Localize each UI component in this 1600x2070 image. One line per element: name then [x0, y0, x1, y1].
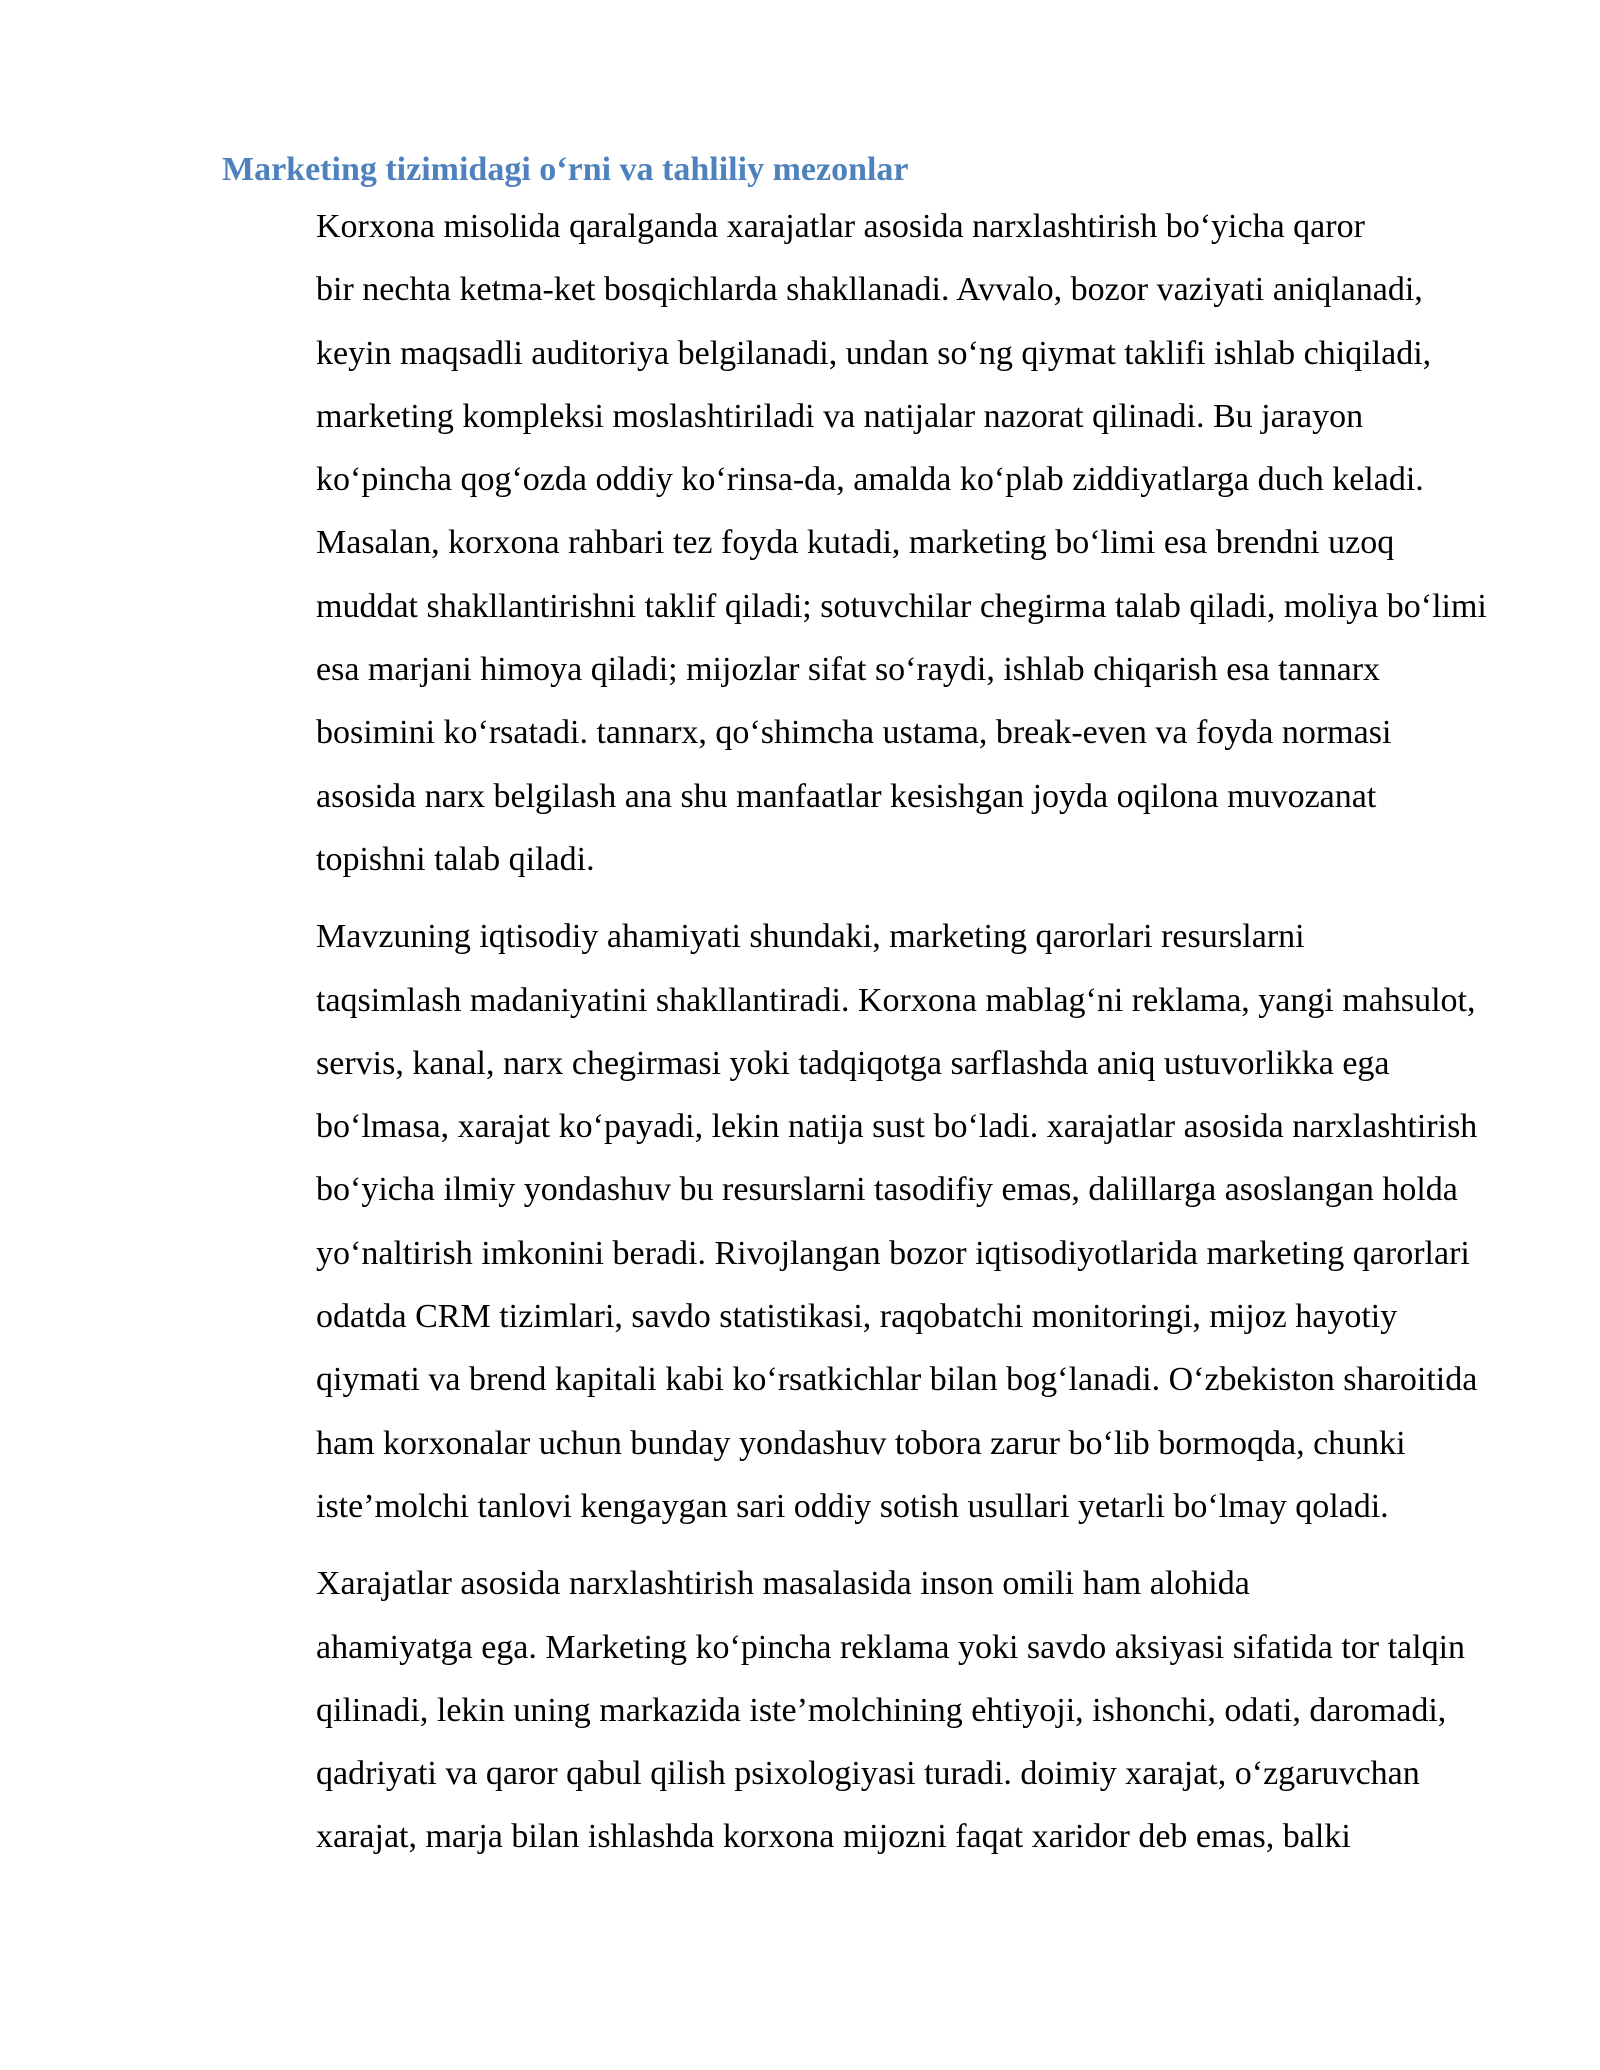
text-line: yo‘naltirish imkonini beradi. Rivojlangan bozor iqtisodiyotlarida marketing qarorlari: [316, 1234, 1470, 1272]
text-line: ko‘pincha qog‘ozda oddiy ko‘rinsa-da, amalda ko‘plab ziddiyatlarga duch keladi.: [316, 461, 1424, 499]
paragraph-2: [222, 905, 1492, 1538]
text-line: ham korxonalar uchun bunday yondashuv tobora zarur bo‘lib bormoqda, chunki: [316, 1424, 1406, 1462]
text-line: ahamiyatga ega. Marketing ko‘pincha reklama yoki savdo aksiyasi sifatida tor talqin: [316, 1628, 1466, 1666]
text-line: Mavzuning iqtisodiy ahamiyati shundaki, marketing qarorlari resurslarni: [316, 918, 1305, 956]
text-line: Masalan, korxona rahbari tez foyda kutadi, marketing bo‘limi esa brendni uzoq: [316, 524, 1395, 562]
text-line: bo‘lmasa, xarajat ko‘payadi, lekin natija sust bo‘ladi. xarajatlar asosida narxlashtirish: [316, 1108, 1478, 1146]
text-line: keyin maqsadli auditoriya belgilanadi, undan so‘ng qiymat taklifi ishlab chiqiladi,: [316, 334, 1432, 372]
text-line: bosimini ko‘rsatadi. tannarx, qo‘shimcha ustama, break-even va foyda normasi: [316, 714, 1392, 752]
text-line: Korxona misolida qaralganda xarajatlar asosida narxlashtirish bo‘yicha qaror: [316, 208, 1365, 245]
text-line: topishni talab qiladi.: [316, 840, 595, 878]
text-line: bo‘yicha ilmiy yondashuv bu resurslarni tasodifiy emas, dalillarga asoslangan holda: [316, 1171, 1458, 1209]
paragraph-3: [222, 1552, 1492, 1868]
text-line: asosida narx belgilash ana shu manfaatlar kesishgan joyda oqilona muvozanat: [316, 777, 1377, 815]
text-line: odatda CRM tizimlari, savdo statistikasi, raqobatchi monitoringi, mijoz hayotiy: [316, 1298, 1398, 1336]
text-line: qiymati va brend kapitali kabi ko‘rsatkichlar bilan bog‘lanadi. O‘zbekiston sharoitida: [316, 1361, 1478, 1399]
paragraph-1: [222, 195, 1492, 891]
text-line: iste’molchi tanlovi kengaygan sari oddiy sotish usullari yetarli bo‘lmay qoladi.: [316, 1487, 1389, 1525]
text-line: servis, kanal, narx chegirmasi yoki tadqiqotga sarflashda aniq ustuvorlikka ega: [316, 1044, 1390, 1082]
text-line: qadriyati va qaror qabul qilish psixologiyasi turadi. doimiy xarajat, o‘zgaruvchan: [316, 1755, 1420, 1793]
text-line: Xarajatlar asosida narxlashtirish masalasida inson omili ham alohida: [316, 1565, 1250, 1603]
section-heading: Marketing tizimidagi o‘rni va tahliliy mezonlar: [222, 151, 909, 188]
text-line: xarajat, marja bilan ishlashda korxona mijozni faqat xaridor deb emas, balki: [316, 1818, 1351, 1856]
text-line: qilinadi, lekin uning markazida iste’molchining ehtiyoji, ishonchi, odati, daromadi,: [316, 1691, 1447, 1729]
document-body: [222, 145, 1492, 1869]
text-line: taqsimlash madaniyatini shakllantiradi. Korxona mablag‘ni reklama, yangi mahsulot,: [316, 981, 1476, 1019]
text-line: bir nechta ketma-ket bosqichlarda shakllanadi. Avvalo, bozor vaziyati aniqlanadi,: [316, 271, 1423, 309]
text-line: esa marjani himoya qiladi; mijozlar sifat so‘raydi, ishlab chiqarish esa tannarx: [316, 651, 1381, 689]
text-line: muddat shakllantirishni taklif qiladi; sotuvchilar chegirma talab qiladi, moliya bo‘limi: [316, 587, 1487, 625]
text-line: marketing kompleksi moslashtiriladi va natijalar nazorat qilinadi. Bu jarayon: [316, 397, 1364, 435]
